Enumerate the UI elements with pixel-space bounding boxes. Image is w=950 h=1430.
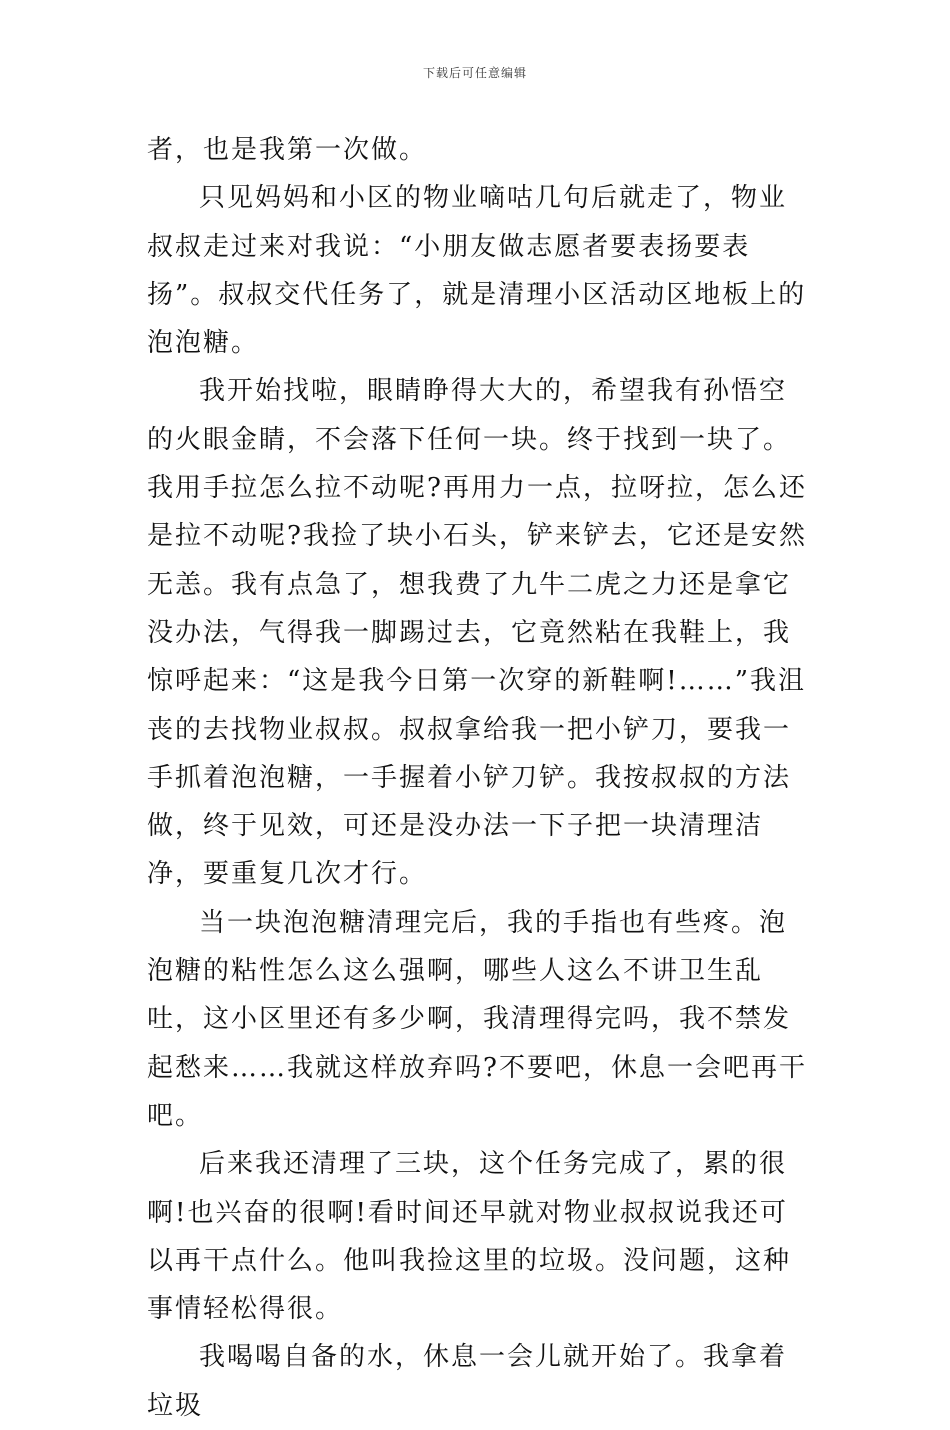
text-line: 了，想我费了九牛二虎之力还是拿它没办法，气得我一脚 — [147, 569, 792, 648]
text-line: 的粘性怎么这么强啊，哪些人这么不讲卫生乱吐，这小区 — [147, 956, 764, 1035]
text-line: 走过来对我说：“小朋友做志愿者要表扬要表扬”。叔叔 — [147, 231, 751, 310]
text-line: 怎么拉不动呢?再用力一点，拉呀拉，怎么还是拉不动呢? — [147, 473, 807, 552]
text-line: 我捡了块小石头，铲来铲去，它还是安然无恙。我有点急 — [147, 521, 807, 600]
text-line: 铲。我按叔叔的方法做，终于见效，可还是没办法一下子 — [147, 762, 792, 842]
paragraph — [147, 126, 809, 174]
paragraph — [147, 1333, 809, 1430]
paragraph — [147, 899, 809, 1140]
text-line: 当一块泡泡糖清理完后，我的手指也有些疼。泡泡糖 — [147, 907, 788, 987]
text-line: 里还有多少啊，我清理得完吗，我不禁发起愁来……我就 — [147, 1004, 792, 1083]
text-line: 眼金睛，不会落下任何一块。终于找到一块了。我用手拉 — [147, 424, 792, 504]
text-line: 我开始找啦，眼睛睁得大大的，希望我有孙悟空的火 — [147, 376, 788, 455]
text-line: 我喝喝自备的水，休息一会儿就开始了。我拿着垃圾 — [147, 1342, 788, 1421]
text-line: 者，也是我第一次做。 — [147, 135, 428, 165]
paragraph — [147, 1140, 809, 1333]
text-line: 给我一把小铲刀，要我一手抓着泡泡糖，一手握着小铲刀 — [147, 714, 792, 793]
page-header: 下载后可任意编辑 — [422, 66, 527, 80]
text-line: 第一次穿的新鞋啊!……”我沮丧的去找物业叔叔。叔叔拿 — [147, 666, 807, 745]
text-line: 兴奋的很啊!看时间还早就对物业叔叔说我还可以再干点什 — [147, 1197, 788, 1276]
text-line: 这样放弃吗?不要吧，休息一会吧再干吧。 — [147, 1052, 807, 1131]
text-line: 踢过去，它竟然粘在我鞋上，我惊呼起来：“这是我今日 — [147, 617, 792, 697]
paragraph — [147, 367, 809, 898]
text-line: 么。他叫我捡这里的垃圾。没问题，这种事情轻松得很。 — [147, 1245, 792, 1325]
text-line: 交代任务了，就是清理小区活动区地板上的泡泡糖。 — [147, 279, 807, 359]
paragraph — [147, 174, 809, 367]
text-line: 把一块清理洁净，要重复几次才行。 — [147, 811, 764, 890]
text-line: 后来我还清理了三块，这个任务完成了，累的很啊!也 — [147, 1149, 788, 1228]
text-line: 只见妈妈和小区的物业嘀咕几句后就走了，物业叔叔 — [147, 183, 788, 262]
document-body — [147, 126, 809, 1430]
